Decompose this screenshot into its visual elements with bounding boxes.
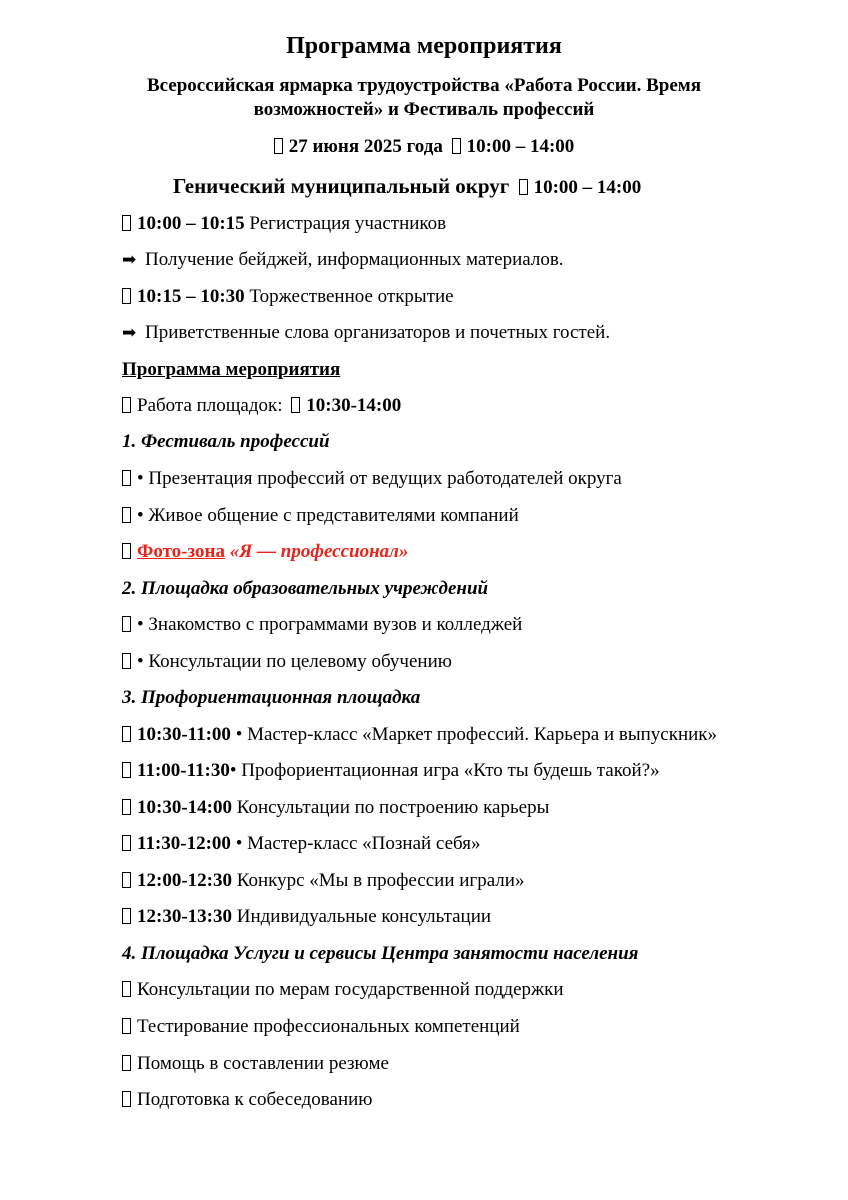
schedule-item bbox=[122, 759, 660, 783]
list-item-text: Подготовка к собеседованию bbox=[137, 1089, 373, 1110]
placeholder-box-icon bbox=[122, 908, 131, 924]
placeholder-box-icon bbox=[519, 179, 528, 195]
district-time: 10:00 – 14:00 bbox=[533, 177, 642, 198]
item-time: 10:30-14:00 bbox=[137, 797, 232, 818]
list-item bbox=[122, 467, 622, 491]
list-item bbox=[122, 978, 564, 1002]
item-time: 10:15 – 10:30 bbox=[137, 286, 245, 307]
section-heading-education: 2. Площадка образовательных учреждений bbox=[122, 578, 489, 599]
item-time: 10:00 – 10:15 bbox=[137, 213, 245, 234]
placeholder-box-icon bbox=[122, 799, 131, 815]
placeholder-box-icon bbox=[122, 507, 131, 523]
list-item-text: • Живое общение с представителями компаний bbox=[137, 505, 519, 526]
event-subtitle: Всероссийская ярмарка трудоустройства «Работа России. Время возможностей» и Фестиваль профессий bbox=[146, 75, 702, 120]
schedule-item-registration bbox=[122, 212, 446, 236]
placeholder-box-icon bbox=[122, 215, 131, 231]
schedule-item bbox=[122, 905, 491, 929]
placeholder-box-icon bbox=[122, 1091, 131, 1107]
list-item bbox=[122, 504, 519, 528]
page-title: Программа мероприятия bbox=[286, 33, 562, 59]
list-item bbox=[122, 1015, 520, 1039]
section-heading-employment-center: 4. Площадка Услуги и сервисы Центра занятости населения bbox=[122, 943, 639, 964]
section-heading-career-guidance: 3. Профориентационная площадка bbox=[122, 687, 421, 708]
placeholder-box-icon bbox=[122, 981, 131, 997]
placeholder-box-icon bbox=[122, 653, 131, 669]
placeholder-box-icon bbox=[122, 470, 131, 486]
placeholder-box-icon bbox=[291, 397, 300, 413]
list-item-text: • Знакомство с программами вузов и колледжей bbox=[137, 614, 523, 635]
schedule-item bbox=[122, 832, 480, 856]
placeholder-box-icon bbox=[452, 138, 461, 154]
item-text: Индивидуальные консультации bbox=[231, 906, 492, 927]
photo-zone-line bbox=[122, 540, 408, 564]
placeholder-box-icon bbox=[122, 616, 131, 632]
event-date: 27 июня 2025 года bbox=[288, 136, 443, 157]
list-item-text: Консультации по мерам государственной поддержки bbox=[137, 979, 564, 1000]
photo-zone-label: Фото-зона bbox=[137, 541, 225, 562]
venues-time: 10:30-14:00 bbox=[306, 395, 402, 416]
placeholder-box-icon bbox=[122, 543, 131, 559]
item-text: Консультации по построению карьеры bbox=[231, 797, 550, 818]
schedule-note-badges bbox=[122, 248, 564, 272]
placeholder-box-icon bbox=[122, 872, 131, 888]
schedule-note-greetings bbox=[122, 321, 610, 345]
list-item bbox=[122, 1088, 373, 1112]
item-text: • Профориентационная игра «Кто ты будешь такой?» bbox=[229, 760, 660, 781]
list-item bbox=[122, 650, 452, 674]
placeholder-box-icon bbox=[122, 726, 131, 742]
list-item-text: Тестирование профессиональных компетенций bbox=[137, 1016, 520, 1037]
list-item bbox=[122, 1052, 389, 1076]
section-heading-festival: 1. Фестиваль профессий bbox=[122, 431, 330, 452]
list-item bbox=[122, 613, 522, 637]
item-text: Торжественное открытие bbox=[244, 286, 454, 307]
event-time: 10:00 – 14:00 bbox=[466, 136, 575, 157]
program-heading: Программа мероприятия bbox=[122, 359, 341, 380]
list-item-text: Помощь в составлении резюме bbox=[137, 1053, 389, 1074]
item-text: • Мастер-класс «Познай себя» bbox=[230, 833, 481, 854]
schedule-item bbox=[122, 723, 717, 747]
item-time: 11:00-11:30 bbox=[137, 760, 230, 781]
item-time: 12:30-13:30 bbox=[137, 906, 232, 927]
right-arrow-icon: ➡ bbox=[122, 323, 137, 343]
district-line bbox=[173, 173, 641, 201]
district-name: Генический муниципальный округ bbox=[173, 174, 510, 198]
item-time: 10:30-11:00 bbox=[137, 724, 231, 745]
placeholder-box-icon bbox=[122, 397, 131, 413]
schedule-item bbox=[122, 796, 549, 820]
placeholder-box-icon bbox=[274, 138, 283, 154]
item-time: 12:00-12:30 bbox=[137, 870, 232, 891]
venues-label: Работа площадок: bbox=[137, 395, 283, 416]
event-date-line bbox=[0, 135, 848, 159]
note-text: Приветственные слова организаторов и почетных гостей. bbox=[140, 322, 611, 343]
placeholder-box-icon bbox=[122, 1055, 131, 1071]
list-item-text: • Презентация профессий от ведущих работодателей округа bbox=[137, 468, 622, 489]
photo-zone-name: «Я — профессионал» bbox=[229, 541, 409, 562]
venues-line bbox=[122, 394, 401, 418]
right-arrow-icon: ➡ bbox=[122, 250, 137, 270]
schedule-item-opening bbox=[122, 285, 454, 309]
note-text: Получение бейджей, информационных материалов. bbox=[140, 249, 564, 270]
placeholder-box-icon bbox=[122, 1018, 131, 1034]
list-item-text: • Консультации по целевому обучению bbox=[137, 651, 452, 672]
item-text: Конкурс «Мы в профессии играли» bbox=[231, 870, 525, 891]
placeholder-box-icon bbox=[122, 762, 131, 778]
item-text: • Мастер-класс «Маркет профессий. Карьера и выпускник» bbox=[230, 724, 718, 745]
placeholder-box-icon bbox=[122, 835, 131, 851]
item-time: 11:30-12:00 bbox=[137, 833, 231, 854]
schedule-item bbox=[122, 869, 524, 893]
placeholder-box-icon bbox=[122, 288, 131, 304]
item-text: Регистрация участников bbox=[244, 213, 447, 234]
